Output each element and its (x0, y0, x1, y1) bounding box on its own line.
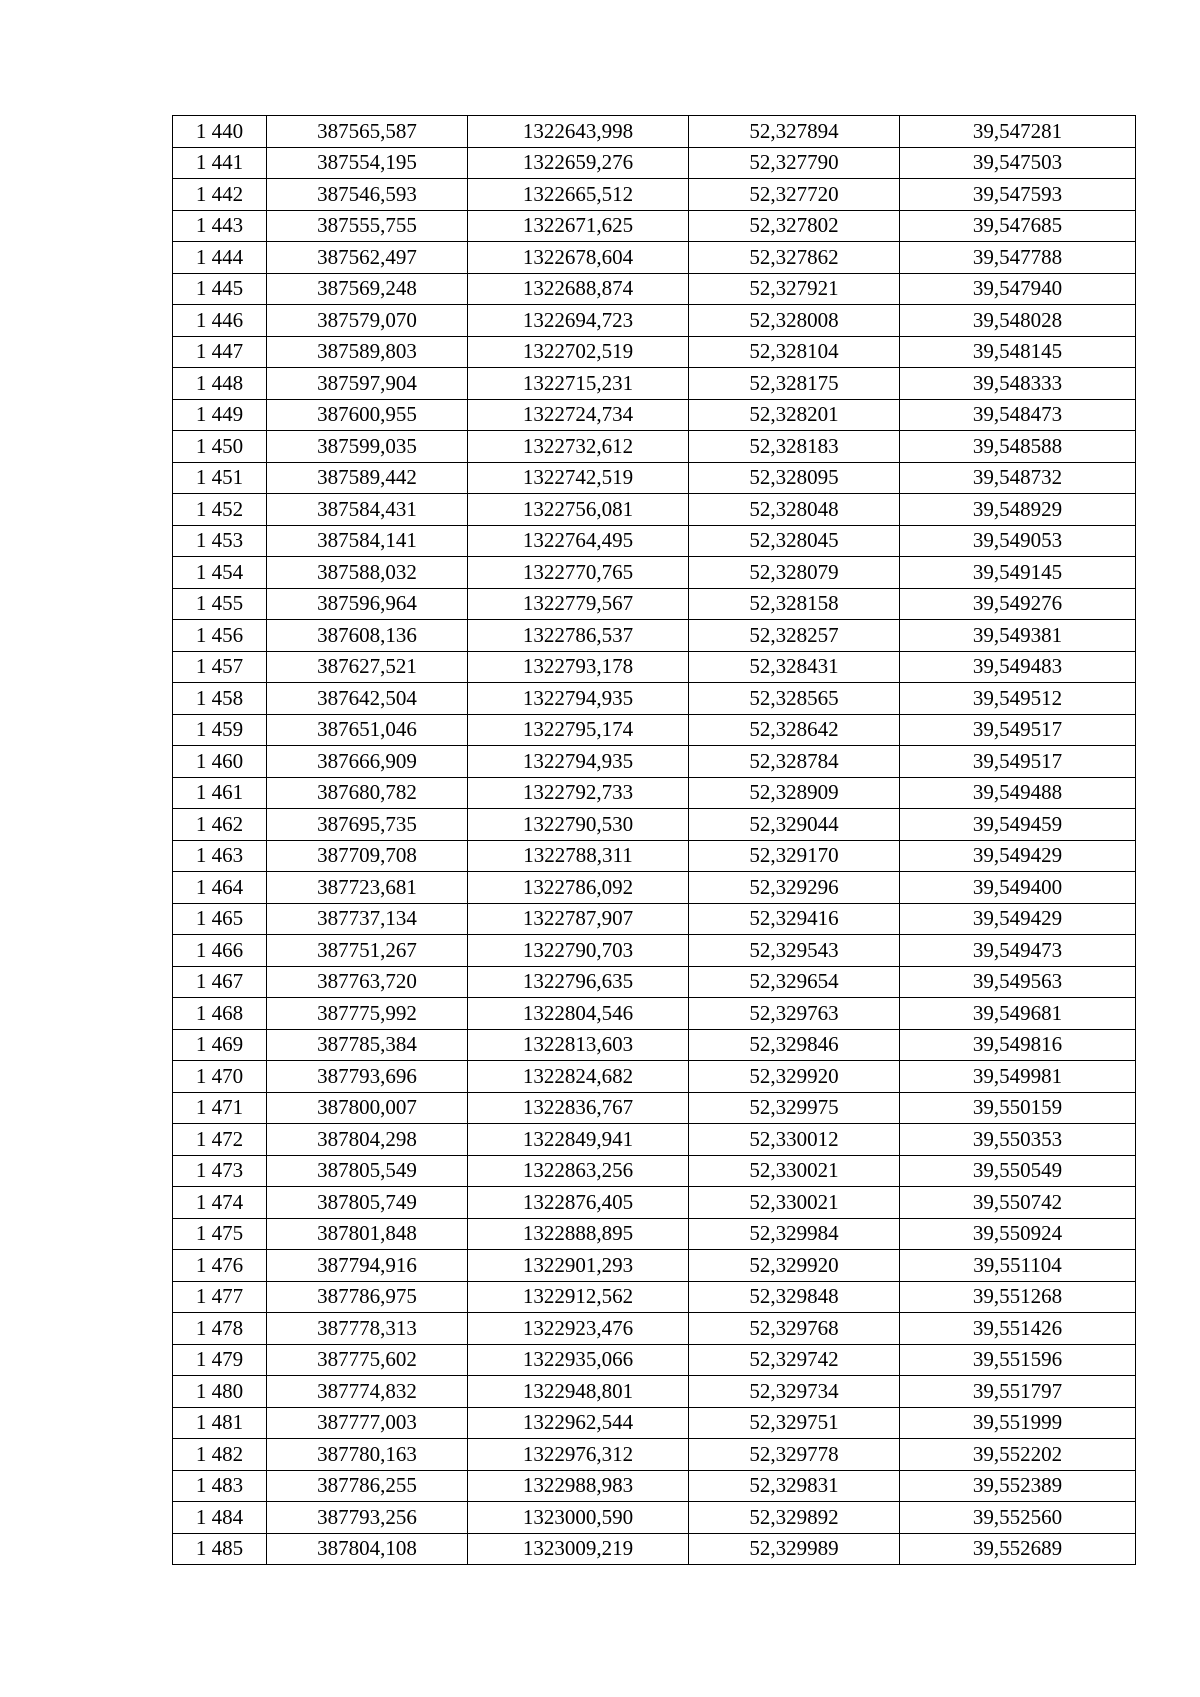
point-number-cell: 1 482 (173, 1439, 267, 1471)
table-row (173, 494, 1136, 526)
table-row (173, 1502, 1136, 1534)
y-coordinate-cell: 1322792,733 (468, 777, 689, 809)
table-row (173, 1533, 1136, 1565)
x-coordinate-cell: 387555,755 (267, 210, 468, 242)
table-row (173, 1061, 1136, 1093)
table-row (173, 273, 1136, 305)
y-coordinate-cell: 1322770,765 (468, 557, 689, 589)
x-coordinate-cell: 387680,782 (267, 777, 468, 809)
point-number-cell: 1 440 (173, 116, 267, 148)
point-number-cell: 1 473 (173, 1155, 267, 1187)
y-coordinate-cell: 1322786,092 (468, 872, 689, 904)
latitude-cell: 52,329975 (689, 1092, 900, 1124)
point-number-cell: 1 456 (173, 620, 267, 652)
latitude-cell: 52,328565 (689, 683, 900, 715)
point-number-cell: 1 460 (173, 746, 267, 778)
longitude-cell: 39,549053 (900, 525, 1136, 557)
longitude-cell: 39,551596 (900, 1344, 1136, 1376)
longitude-cell: 39,550353 (900, 1124, 1136, 1156)
latitude-cell: 52,329170 (689, 840, 900, 872)
table-row (173, 305, 1136, 337)
point-number-cell: 1 445 (173, 273, 267, 305)
x-coordinate-cell: 387785,384 (267, 1029, 468, 1061)
longitude-cell: 39,550549 (900, 1155, 1136, 1187)
table-row (173, 1439, 1136, 1471)
point-number-cell: 1 447 (173, 336, 267, 368)
table-row (173, 1029, 1136, 1061)
point-number-cell: 1 478 (173, 1313, 267, 1345)
latitude-cell: 52,328642 (689, 714, 900, 746)
x-coordinate-cell: 387780,163 (267, 1439, 468, 1471)
x-coordinate-cell: 387786,975 (267, 1281, 468, 1313)
longitude-cell: 39,549429 (900, 840, 1136, 872)
longitude-cell: 39,549145 (900, 557, 1136, 589)
y-coordinate-cell: 1322671,625 (468, 210, 689, 242)
point-number-cell: 1 464 (173, 872, 267, 904)
point-number-cell: 1 441 (173, 147, 267, 179)
longitude-cell: 39,549459 (900, 809, 1136, 841)
latitude-cell: 52,329778 (689, 1439, 900, 1471)
table-row (173, 651, 1136, 683)
longitude-cell: 39,550742 (900, 1187, 1136, 1219)
longitude-cell: 39,551268 (900, 1281, 1136, 1313)
longitude-cell: 39,549563 (900, 966, 1136, 998)
y-coordinate-cell: 1322659,276 (468, 147, 689, 179)
latitude-cell: 52,330021 (689, 1155, 900, 1187)
table-row (173, 840, 1136, 872)
latitude-cell: 52,328095 (689, 462, 900, 494)
table-row (173, 1470, 1136, 1502)
y-coordinate-cell: 1322794,935 (468, 683, 689, 715)
x-coordinate-cell: 387793,696 (267, 1061, 468, 1093)
latitude-cell: 52,329734 (689, 1376, 900, 1408)
latitude-cell: 52,329543 (689, 935, 900, 967)
y-coordinate-cell: 1322702,519 (468, 336, 689, 368)
table-row (173, 966, 1136, 998)
table-row (173, 147, 1136, 179)
x-coordinate-cell: 387794,916 (267, 1250, 468, 1282)
latitude-cell: 52,328008 (689, 305, 900, 337)
table-row (173, 588, 1136, 620)
latitude-cell: 52,328045 (689, 525, 900, 557)
x-coordinate-cell: 387805,749 (267, 1187, 468, 1219)
longitude-cell: 39,547685 (900, 210, 1136, 242)
table-row (173, 809, 1136, 841)
point-number-cell: 1 454 (173, 557, 267, 589)
point-number-cell: 1 474 (173, 1187, 267, 1219)
latitude-cell: 52,329831 (689, 1470, 900, 1502)
point-number-cell: 1 450 (173, 431, 267, 463)
table-row (173, 620, 1136, 652)
table-row (173, 1187, 1136, 1219)
longitude-cell: 39,551426 (900, 1313, 1136, 1345)
longitude-cell: 39,550159 (900, 1092, 1136, 1124)
table-row (173, 525, 1136, 557)
point-number-cell: 1 461 (173, 777, 267, 809)
y-coordinate-cell: 1322796,635 (468, 966, 689, 998)
point-number-cell: 1 470 (173, 1061, 267, 1093)
longitude-cell: 39,549517 (900, 714, 1136, 746)
table-row (173, 746, 1136, 778)
table-row (173, 242, 1136, 274)
table-row (173, 998, 1136, 1030)
y-coordinate-cell: 1322688,874 (468, 273, 689, 305)
y-coordinate-cell: 1322715,231 (468, 368, 689, 400)
latitude-cell: 52,329989 (689, 1533, 900, 1565)
longitude-cell: 39,547940 (900, 273, 1136, 305)
x-coordinate-cell: 387627,521 (267, 651, 468, 683)
point-number-cell: 1 485 (173, 1533, 267, 1565)
y-coordinate-cell: 1322793,178 (468, 651, 689, 683)
longitude-cell: 39,550924 (900, 1218, 1136, 1250)
latitude-cell: 52,328175 (689, 368, 900, 400)
latitude-cell: 52,327790 (689, 147, 900, 179)
table-row (173, 935, 1136, 967)
table-row (173, 872, 1136, 904)
table-row (173, 1155, 1136, 1187)
latitude-cell: 52,329920 (689, 1061, 900, 1093)
y-coordinate-cell: 1322790,703 (468, 935, 689, 967)
point-number-cell: 1 453 (173, 525, 267, 557)
x-coordinate-cell: 387597,904 (267, 368, 468, 400)
x-coordinate-cell: 387666,909 (267, 746, 468, 778)
x-coordinate-cell: 387579,070 (267, 305, 468, 337)
latitude-cell: 52,328183 (689, 431, 900, 463)
table-row (173, 368, 1136, 400)
table-row (173, 557, 1136, 589)
x-coordinate-cell: 387562,497 (267, 242, 468, 274)
x-coordinate-cell: 387600,955 (267, 399, 468, 431)
y-coordinate-cell: 1322665,512 (468, 179, 689, 211)
longitude-cell: 39,552689 (900, 1533, 1136, 1565)
point-number-cell: 1 455 (173, 588, 267, 620)
y-coordinate-cell: 1322948,801 (468, 1376, 689, 1408)
point-number-cell: 1 481 (173, 1407, 267, 1439)
latitude-cell: 52,329768 (689, 1313, 900, 1345)
latitude-cell: 52,327921 (689, 273, 900, 305)
longitude-cell: 39,549381 (900, 620, 1136, 652)
y-coordinate-cell: 1322742,519 (468, 462, 689, 494)
table-row (173, 1376, 1136, 1408)
longitude-cell: 39,548473 (900, 399, 1136, 431)
longitude-cell: 39,549429 (900, 903, 1136, 935)
x-coordinate-cell: 387778,313 (267, 1313, 468, 1345)
latitude-cell: 52,329984 (689, 1218, 900, 1250)
point-number-cell: 1 484 (173, 1502, 267, 1534)
point-number-cell: 1 468 (173, 998, 267, 1030)
y-coordinate-cell: 1322935,066 (468, 1344, 689, 1376)
latitude-cell: 52,329654 (689, 966, 900, 998)
point-number-cell: 1 465 (173, 903, 267, 935)
table-row (173, 462, 1136, 494)
longitude-cell: 39,549981 (900, 1061, 1136, 1093)
x-coordinate-cell: 387608,136 (267, 620, 468, 652)
longitude-cell: 39,549483 (900, 651, 1136, 683)
longitude-cell: 39,547281 (900, 116, 1136, 148)
longitude-cell: 39,549276 (900, 588, 1136, 620)
longitude-cell: 39,552202 (900, 1439, 1136, 1471)
longitude-cell: 39,549488 (900, 777, 1136, 809)
point-number-cell: 1 462 (173, 809, 267, 841)
y-coordinate-cell: 1322795,174 (468, 714, 689, 746)
point-number-cell: 1 466 (173, 935, 267, 967)
table-row (173, 1407, 1136, 1439)
longitude-cell: 39,549517 (900, 746, 1136, 778)
table-row (173, 1092, 1136, 1124)
x-coordinate-cell: 387805,549 (267, 1155, 468, 1187)
x-coordinate-cell: 387565,587 (267, 116, 468, 148)
table-row (173, 903, 1136, 935)
y-coordinate-cell: 1322732,612 (468, 431, 689, 463)
latitude-cell: 52,327802 (689, 210, 900, 242)
table-row (173, 431, 1136, 463)
x-coordinate-cell: 387737,134 (267, 903, 468, 935)
y-coordinate-cell: 1322824,682 (468, 1061, 689, 1093)
y-coordinate-cell: 1322779,567 (468, 588, 689, 620)
y-coordinate-cell: 1322643,998 (468, 116, 689, 148)
y-coordinate-cell: 1322790,530 (468, 809, 689, 841)
longitude-cell: 39,549512 (900, 683, 1136, 715)
longitude-cell: 39,548145 (900, 336, 1136, 368)
point-number-cell: 1 469 (173, 1029, 267, 1061)
x-coordinate-cell: 387546,593 (267, 179, 468, 211)
y-coordinate-cell: 1323009,219 (468, 1533, 689, 1565)
longitude-cell: 39,548588 (900, 431, 1136, 463)
longitude-cell: 39,551797 (900, 1376, 1136, 1408)
latitude-cell: 52,328431 (689, 651, 900, 683)
latitude-cell: 52,328784 (689, 746, 900, 778)
point-number-cell: 1 475 (173, 1218, 267, 1250)
x-coordinate-cell: 387642,504 (267, 683, 468, 715)
y-coordinate-cell: 1322863,256 (468, 1155, 689, 1187)
latitude-cell: 52,328048 (689, 494, 900, 526)
latitude-cell: 52,329416 (689, 903, 900, 935)
y-coordinate-cell: 1322912,562 (468, 1281, 689, 1313)
y-coordinate-cell: 1322787,907 (468, 903, 689, 935)
longitude-cell: 39,548333 (900, 368, 1136, 400)
longitude-cell: 39,547503 (900, 147, 1136, 179)
x-coordinate-cell: 387569,248 (267, 273, 468, 305)
x-coordinate-cell: 387599,035 (267, 431, 468, 463)
latitude-cell: 52,329296 (689, 872, 900, 904)
table-row (173, 1250, 1136, 1282)
latitude-cell: 52,328158 (689, 588, 900, 620)
y-coordinate-cell: 1322988,983 (468, 1470, 689, 1502)
latitude-cell: 52,329763 (689, 998, 900, 1030)
x-coordinate-cell: 387774,832 (267, 1376, 468, 1408)
y-coordinate-cell: 1322804,546 (468, 998, 689, 1030)
point-number-cell: 1 463 (173, 840, 267, 872)
latitude-cell: 52,329846 (689, 1029, 900, 1061)
x-coordinate-cell: 387775,992 (267, 998, 468, 1030)
longitude-cell: 39,548732 (900, 462, 1136, 494)
x-coordinate-cell: 387786,255 (267, 1470, 468, 1502)
longitude-cell: 39,552389 (900, 1470, 1136, 1502)
latitude-cell: 52,328079 (689, 557, 900, 589)
point-number-cell: 1 472 (173, 1124, 267, 1156)
point-number-cell: 1 483 (173, 1470, 267, 1502)
table-row (173, 116, 1136, 148)
latitude-cell: 52,328201 (689, 399, 900, 431)
y-coordinate-cell: 1322724,734 (468, 399, 689, 431)
y-coordinate-cell: 1322901,293 (468, 1250, 689, 1282)
x-coordinate-cell: 387554,195 (267, 147, 468, 179)
x-coordinate-cell: 387588,032 (267, 557, 468, 589)
x-coordinate-cell: 387589,442 (267, 462, 468, 494)
longitude-cell: 39,549400 (900, 872, 1136, 904)
point-number-cell: 1 479 (173, 1344, 267, 1376)
latitude-cell: 52,330021 (689, 1187, 900, 1219)
latitude-cell: 52,328104 (689, 336, 900, 368)
point-number-cell: 1 452 (173, 494, 267, 526)
table-row (173, 1281, 1136, 1313)
point-number-cell: 1 477 (173, 1281, 267, 1313)
latitude-cell: 52,329848 (689, 1281, 900, 1313)
x-coordinate-cell: 387751,267 (267, 935, 468, 967)
point-number-cell: 1 471 (173, 1092, 267, 1124)
point-number-cell: 1 480 (173, 1376, 267, 1408)
table-row (173, 683, 1136, 715)
x-coordinate-cell: 387763,720 (267, 966, 468, 998)
x-coordinate-cell: 387804,108 (267, 1533, 468, 1565)
y-coordinate-cell: 1322756,081 (468, 494, 689, 526)
y-coordinate-cell: 1323000,590 (468, 1502, 689, 1534)
y-coordinate-cell: 1322764,495 (468, 525, 689, 557)
x-coordinate-cell: 387801,848 (267, 1218, 468, 1250)
longitude-cell: 39,549473 (900, 935, 1136, 967)
longitude-cell: 39,548028 (900, 305, 1136, 337)
point-number-cell: 1 458 (173, 683, 267, 715)
y-coordinate-cell: 1322923,476 (468, 1313, 689, 1345)
latitude-cell: 52,329892 (689, 1502, 900, 1534)
table-row (173, 777, 1136, 809)
table-row (173, 179, 1136, 211)
point-number-cell: 1 443 (173, 210, 267, 242)
x-coordinate-cell: 387589,803 (267, 336, 468, 368)
y-coordinate-cell: 1322678,604 (468, 242, 689, 274)
longitude-cell: 39,547788 (900, 242, 1136, 274)
point-number-cell: 1 446 (173, 305, 267, 337)
latitude-cell: 52,327720 (689, 179, 900, 211)
y-coordinate-cell: 1322876,405 (468, 1187, 689, 1219)
latitude-cell: 52,329920 (689, 1250, 900, 1282)
longitude-cell: 39,549681 (900, 998, 1136, 1030)
x-coordinate-cell: 387723,681 (267, 872, 468, 904)
y-coordinate-cell: 1322813,603 (468, 1029, 689, 1061)
point-number-cell: 1 444 (173, 242, 267, 274)
coordinates-table (172, 115, 1136, 1565)
latitude-cell: 52,327862 (689, 242, 900, 274)
table-row (173, 1313, 1136, 1345)
point-number-cell: 1 451 (173, 462, 267, 494)
y-coordinate-cell: 1322794,935 (468, 746, 689, 778)
table-row (173, 210, 1136, 242)
latitude-cell: 52,329742 (689, 1344, 900, 1376)
table-row (173, 336, 1136, 368)
y-coordinate-cell: 1322836,767 (468, 1092, 689, 1124)
longitude-cell: 39,548929 (900, 494, 1136, 526)
x-coordinate-cell: 387651,046 (267, 714, 468, 746)
latitude-cell: 52,330012 (689, 1124, 900, 1156)
point-number-cell: 1 457 (173, 651, 267, 683)
x-coordinate-cell: 387596,964 (267, 588, 468, 620)
x-coordinate-cell: 387695,735 (267, 809, 468, 841)
y-coordinate-cell: 1322976,312 (468, 1439, 689, 1471)
longitude-cell: 39,551999 (900, 1407, 1136, 1439)
latitude-cell: 52,328909 (689, 777, 900, 809)
point-number-cell: 1 467 (173, 966, 267, 998)
x-coordinate-cell: 387584,141 (267, 525, 468, 557)
x-coordinate-cell: 387584,431 (267, 494, 468, 526)
longitude-cell: 39,547593 (900, 179, 1136, 211)
coordinates-table-body (173, 116, 1136, 1565)
longitude-cell: 39,552560 (900, 1502, 1136, 1534)
x-coordinate-cell: 387804,298 (267, 1124, 468, 1156)
x-coordinate-cell: 387793,256 (267, 1502, 468, 1534)
latitude-cell: 52,328257 (689, 620, 900, 652)
y-coordinate-cell: 1322849,941 (468, 1124, 689, 1156)
y-coordinate-cell: 1322788,311 (468, 840, 689, 872)
table-row (173, 1218, 1136, 1250)
table-row (173, 1124, 1136, 1156)
point-number-cell: 1 459 (173, 714, 267, 746)
longitude-cell: 39,549816 (900, 1029, 1136, 1061)
x-coordinate-cell: 387800,007 (267, 1092, 468, 1124)
x-coordinate-cell: 387775,602 (267, 1344, 468, 1376)
y-coordinate-cell: 1322962,544 (468, 1407, 689, 1439)
table-row (173, 714, 1136, 746)
y-coordinate-cell: 1322786,537 (468, 620, 689, 652)
point-number-cell: 1 442 (173, 179, 267, 211)
longitude-cell: 39,551104 (900, 1250, 1136, 1282)
x-coordinate-cell: 387777,003 (267, 1407, 468, 1439)
x-coordinate-cell: 387709,708 (267, 840, 468, 872)
table-row (173, 1344, 1136, 1376)
point-number-cell: 1 449 (173, 399, 267, 431)
latitude-cell: 52,329044 (689, 809, 900, 841)
latitude-cell: 52,327894 (689, 116, 900, 148)
y-coordinate-cell: 1322888,895 (468, 1218, 689, 1250)
point-number-cell: 1 448 (173, 368, 267, 400)
latitude-cell: 52,329751 (689, 1407, 900, 1439)
table-row (173, 399, 1136, 431)
point-number-cell: 1 476 (173, 1250, 267, 1282)
y-coordinate-cell: 1322694,723 (468, 305, 689, 337)
